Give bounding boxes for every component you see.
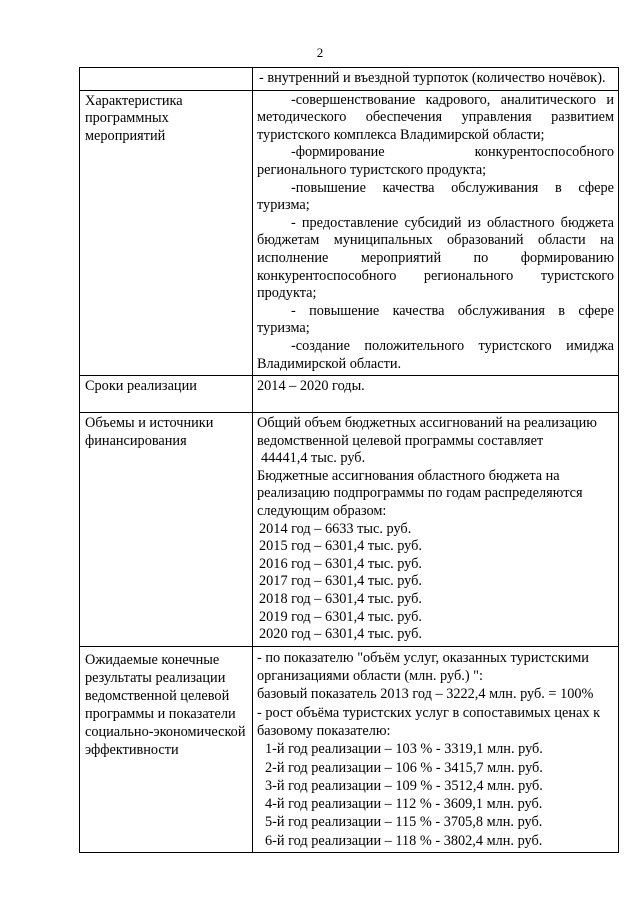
list-item: 2014 год – 6633 тыс. руб.: [259, 520, 412, 537]
list-item: 2-й год реализации – 106 % - 3415,7 млн. руб.: [265, 759, 543, 776]
tourist-flow-line: - внутренний и въездной турпоток (количество ночёвок).: [259, 70, 606, 86]
list-item: 2018 год – 6301,4 тыс. руб.: [259, 591, 422, 608]
list-item: 2017 год – 6301,4 тыс. руб.: [259, 573, 422, 590]
list-item: 5-й год реализации – 115 % - 3705,8 млн. руб.: [265, 814, 543, 831]
program-passport-table: [79, 67, 619, 853]
table-row: [80, 413, 619, 647]
table-row: [80, 68, 619, 91]
row-label-empty: [80, 68, 253, 91]
list-item: 2019 год – 6301,4 тыс. руб.: [259, 608, 422, 625]
list-item: 1-й год реализации – 103 % - 3319,1 млн. руб.: [265, 741, 543, 758]
list-item: - повышение качества обслуживания в сфере туризма;: [257, 302, 614, 337]
funding-distribution: Бюджетные ассигнования областного бюджета на реализацию подпрограммы по годам распределяются следующим образом:: [257, 467, 583, 520]
funding-content: [253, 413, 619, 647]
table-row: [80, 646, 619, 852]
table-row: [80, 376, 619, 413]
table-row: [80, 90, 619, 376]
list-item: 4-й год реализации – 112 % - 3609,1 млн. руб.: [265, 796, 543, 813]
results-growth: - рост объёма туристских услуг в сопоставимых ценах к базовому показателю:: [257, 704, 601, 739]
characteristics-label: Характеристика программных мероприятий: [80, 90, 253, 376]
results-label: Ожидаемые конечные результаты реализации ведомственной целевой программы и показатели социально-экономической эффективности: [80, 646, 253, 852]
tourist-flow-text: [253, 68, 619, 91]
list-item: -формирование конкурентоспособного регионального туристского продукта;: [257, 144, 614, 178]
list-item: 2016 год – 6301,4 тыс. руб.: [259, 555, 422, 572]
list-item: 6-й год реализации – 118 % - 3802,4 млн. руб.: [265, 832, 543, 849]
list-item: -повышение качества обслуживания в сфере туризма;: [257, 179, 614, 214]
terms-value: 2014 – 2020 годы.: [253, 376, 619, 413]
funding-label: Объемы и источники финансирования: [80, 413, 253, 647]
terms-label: Сроки реализации: [80, 376, 253, 413]
funding-intro: Общий объем бюджетных ассигнований на реализацию ведомственной целевой программы составляет: [257, 415, 597, 449]
results-indicator: - по показателю "объём услуг, оказанных туристскими организациями области (млн. руб.) ":: [257, 649, 589, 685]
list-item: 3-й год реализации – 109 % - 3512,4 млн. руб.: [265, 777, 543, 794]
list-item: - предоставление субсидий из областного бюджета бюджетам муниципальных образований области на исполнение мероприятий по формированию конкурентоспособного регионального туристского продукта;: [257, 214, 614, 302]
results-base: базовый показатель 2013 год – 3222,4 млн. руб. = 100%: [257, 686, 594, 703]
characteristics-content: [253, 90, 619, 376]
list-item: -совершенствование кадрового, аналитического и методического обеспечения управления развитием туристского комплекса Владимирской области;: [257, 91, 614, 143]
list-item: 2015 год – 6301,4 тыс. руб.: [259, 538, 422, 555]
list-item: -создание положительного туристского имиджа Владимирской области.: [257, 337, 614, 372]
list-item: 2020 год – 6301,4 тыс. руб.: [259, 626, 422, 643]
funding-total: 44441,4 тыс. руб.: [261, 450, 366, 467]
page-number: 2: [316, 45, 324, 60]
results-content: [253, 646, 619, 852]
